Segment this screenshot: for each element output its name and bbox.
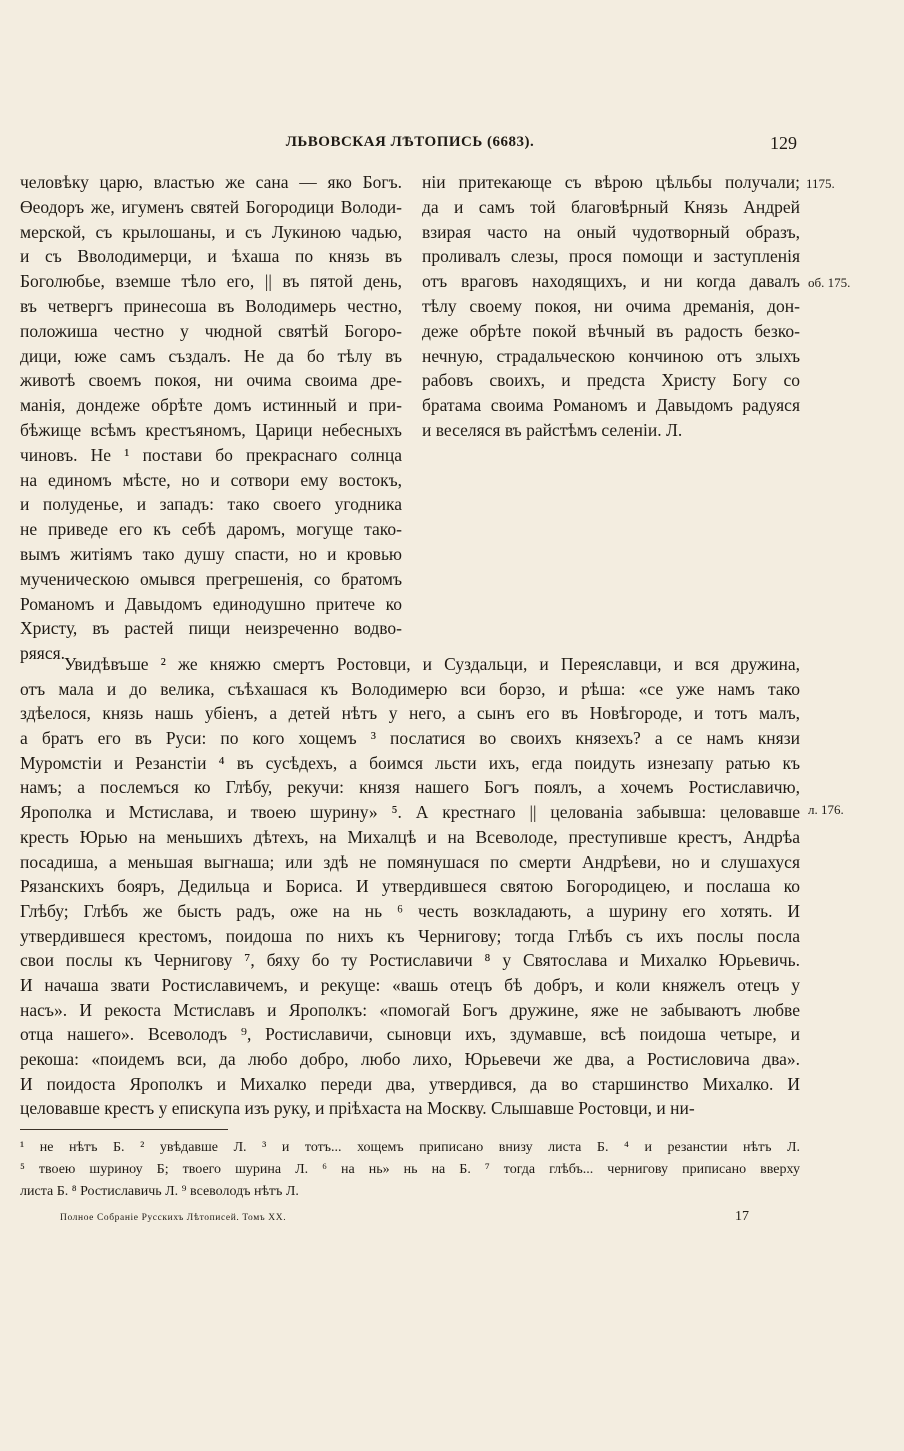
text-line: на единомъ мѣсте, но и сотвори ему востокъ, <box>20 469 402 490</box>
text-line: И начаша звати Ростиславичемъ, и рекуще: «вашь отецъ бѣ добръ, и коли княжелъ отецъ у <box>20 974 800 995</box>
text-line: бѣжище всѣмъ крестъяномъ, Царици небесныхъ <box>20 419 402 440</box>
text-line: Боголюбье, вземше тѣло его, || въ пятой день, <box>20 271 402 292</box>
text-line: Муромстіи и Резанстіи ⁴ въ сусѣдехъ, а боимся льсти ихъ, егда поидуть изнезапу ратью къ <box>20 752 800 773</box>
text-line: здѣелося, князь нашь убіенъ, а детей нѣтъ у него, а сынъ его въ Новѣгороде, и тотъ малъ, <box>20 703 800 724</box>
text-line: отъ мала и до велика, съѣхашася къ Володимерю вси борзо, и рѣша: «се уже намъ тако <box>20 678 800 699</box>
text-line: Ярополка и Мстислава, и твоею шурину» ⁵. А крестнаго || целованіа забывша: целовавше <box>20 802 800 823</box>
text-line: нечную, страдальческою кончиною отъ злыхъ <box>422 345 800 366</box>
text-line: мерской, съ крылошаны, и съ Лукиною чадью, <box>20 221 402 242</box>
margin-leaf-note: л. 176. <box>808 802 844 817</box>
page-number: 129 <box>770 133 797 153</box>
text-line: посадиша, а меньшая выгнаша; или здѣ не помянушася по смерти Андрѣеви, но и слушахуся <box>20 851 800 872</box>
text-line: кресть Юрью на меньшихъ дѣтехъ, на Михалцѣ и на Всеволоде, преступивше крестъ, Андрѣа <box>20 826 800 847</box>
text-line: братама своима Романомъ и Давыдомъ радуяся <box>422 395 800 416</box>
text-line: дици, юже самъ създалъ. Не да бо тѣлу въ <box>20 345 402 366</box>
signature-mark: 17 <box>735 1209 749 1224</box>
left-column <box>20 170 402 666</box>
text-line: въ четвергъ принесоша въ Володимерь честно, <box>20 295 402 316</box>
text-line: положиша честно у чюдной святѣй Богоро- <box>20 320 402 341</box>
text-line: а братъ его въ Руси: по кого хощемъ ³ послатися во своихъ князехъ? а се намъ князи <box>20 728 800 749</box>
text-line: И поидоста Ярополкъ и Михалко переди два, утвердився, да во старшинство Михалко. И <box>20 1073 800 1094</box>
text-line: и веселяся въ райстѣмъ селеніи. Л. <box>422 419 683 440</box>
text-line: намъ; а послемъся ко Глѣбу, рекучи: князя нашего Богъ поялъ, а хочемъ Ростиславичю, <box>20 777 800 798</box>
text-line: и полуденье, и западъ: тако своего угодника <box>20 494 402 515</box>
text-line: деже обрѣте покой вѣчный въ радость безко- <box>422 320 800 341</box>
text-line: проливалъ слезы, прося помощи и заступленія <box>422 246 800 267</box>
text-line: отъ враговъ находящихъ, и ни когда давалъ <box>422 271 800 292</box>
text-line: и съ Вволодимерци, и ѣхаша по князь въ <box>20 246 402 267</box>
margin-folio-note: об. 175. <box>808 275 851 290</box>
text-line: отца нашего». Всеволодъ ⁹, Ростиславичи, сыновци ихъ, здумавше, всѣ поидоша четыре, и <box>20 1024 800 1045</box>
text-line: не приведе его къ себѣ даромъ, могуще тако- <box>20 519 402 540</box>
series-footer: Полное Собраніе Русскихъ Лѣтописей. Томъ XX. <box>60 1213 287 1223</box>
text-line: взирая часто на оный чудотворный образъ, <box>422 221 800 242</box>
text-line: ряяся. <box>20 643 66 664</box>
running-header-title: ЛЬВОВСКАЯ ЛѢТОПИСЬ (6683). <box>285 134 535 150</box>
text-line: вымъ житіямъ тако душу спасти, но и кровью <box>20 543 402 564</box>
main-paragraph <box>20 652 800 1121</box>
footnote-line: ⁵ твоею шуриноу Б; твоего шурина Л. ⁶ на нь» нь на Б. ⁷ тогда глѣбъ... чернигову приписано вверху <box>20 1162 800 1177</box>
text-line: целовавше крестъ у епискупа изъ руку, и пріѣхаста на Москву. Слышавше Ростовци, и ни- <box>20 1098 695 1119</box>
text-line: тѣлу своему покоя, ни очима дреманія, дон- <box>422 295 800 316</box>
text-line: рекоша: «поидемъ вси, да любо добро, любо лихо, Юрьевечи же два, а Ростисловича два». <box>20 1049 800 1069</box>
footnote-rule <box>20 1129 228 1130</box>
footnotes <box>20 1137 800 1203</box>
text-line: Христу, въ растей пищи неизреченно водво- <box>20 618 402 639</box>
text-line: утвердившеся крестомъ, поидоша по нихъ къ Чернигову; тогда Глѣбъ съ ихъ послы посла <box>20 925 800 946</box>
text-line: Глѣбу; Глѣбъ же бысть радъ, оже на нь ⁶ честь возкладають, а шурину его хотять. И <box>20 900 800 921</box>
text-line: насъ». И рекоста Мстиславъ и Ярополкъ: «помогай Богъ дружине, яже не забываютъ любве <box>20 999 800 1020</box>
text-line: Өеодоръ же, игуменъ святей Богородици Володи- <box>20 196 402 217</box>
text-line: свои послы къ Чернигову ⁷, бяху бо ту Ростиславичи ⁸ у Святослава и Михалко Юрьевичь. <box>20 950 800 971</box>
right-column <box>422 170 800 443</box>
text-line: Увидѣвъше ² же княжю смертъ Ростовци, и Суздальци, и Переяславци, и вся дружина, <box>64 654 800 674</box>
text-line: животѣ своемъ покоя, ни очима своима дре- <box>20 370 402 391</box>
footnote-line: ¹ не нѣтъ Б. ² увѣдавше Л. ³ и тотъ... хощемъ приписано внизу листа Б. ⁴ и резанстии нѣтъ Л. <box>20 1140 800 1155</box>
text-line: Рязанскихъ бояръ, Дедильца и Бориса. И утвердившеся святою Богородицею, и послаша ко <box>20 876 800 897</box>
text-line: ніи притекающе съ вѣрою цѣльбы получали; <box>422 172 800 192</box>
text-line: Романомъ и Давыдомъ единодушно притече ко <box>20 593 402 614</box>
text-line: человѣку царю, властью же сана — яко Богъ. <box>20 172 402 192</box>
footnote-line: листа Б. ⁸ Ростиславичь Л. ⁹ всеволодъ нѣтъ Л. <box>20 1184 299 1199</box>
text-line: чиновъ. Не ¹ постави бо прекраснаго солнца <box>20 444 402 465</box>
text-line: да и самъ той благовѣрный Князь Андрей <box>422 196 800 217</box>
text-line: манія, дондеже обрѣте домъ истинный и при- <box>20 395 402 416</box>
text-line: мученическою омывся прегрешенія, со братомъ <box>20 568 402 589</box>
margin-year-note: 1175. <box>806 176 835 191</box>
text-line: рабовъ своихъ, и предста Христу Богу со <box>422 370 800 391</box>
